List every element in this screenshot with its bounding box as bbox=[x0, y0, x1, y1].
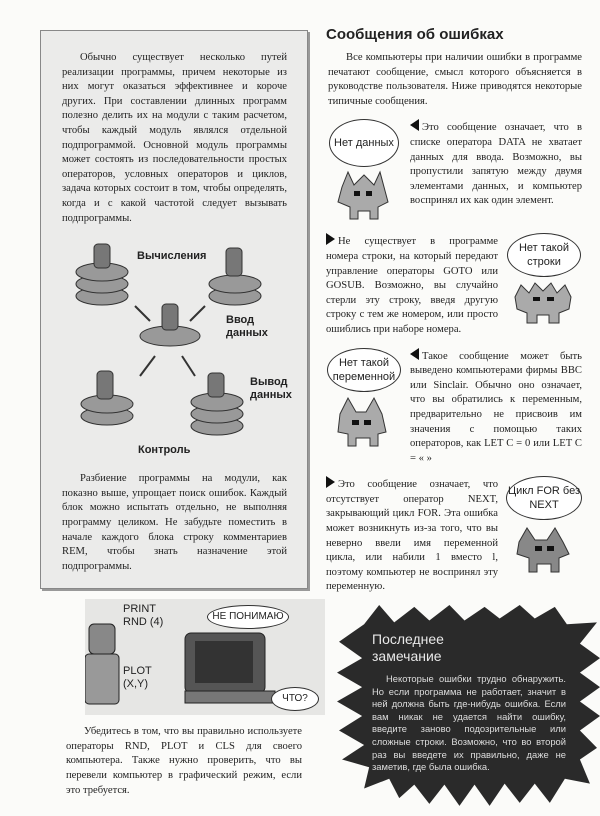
error-item-no-data bbox=[326, 119, 582, 223]
pointer-left-icon bbox=[410, 348, 419, 360]
error-text-for-without-next: Это сообщение означает, что отсутствует оператор NEXT, закрывающий цикл FOR. Эта ошибка может возникнуть из-за того, что вы неверно ввели имя переменной цикла, или набили 1 вместо l, поэтому компьютер не воспринял эту переменную. bbox=[326, 476, 498, 595]
cartoon-print-text: PRINT RND (4) bbox=[123, 603, 164, 629]
final-note bbox=[334, 605, 600, 808]
left-intro-text: Обычно существует несколько путей реализации программы, причем некоторые из них могут оказаться эффективнее и короче других. При составлении длинных программ полезно делить их на модули с таким расчетом, чтобы каждый модуль являлся отдельной подпрограммой. Основной модуль программы может состоять из последовательности простых операторов, условных операторов и циклов, задача которых состоит в том, чтобы определять, когда и с какой частотой следует вызывать подпрограммы. bbox=[62, 52, 287, 224]
pointer-left-icon bbox=[410, 119, 419, 131]
left-footer-text: Убедитесь в том, что вы правильно используете операторы RND, PLOT и CLS для своего компьютера. Также нужно проверить, что вы перевели компьютер в графический режим, если это требуется. bbox=[66, 726, 302, 796]
diagram-caption: Разбиение программы на модули, как показно выше, упрощает поиск ошибок. Каждый блок можно испытать отдельно, не выполняя программу целиком. Не забудьте поместить в начале каждого блока строку комментариев REM, чтобы знать назначение этой подпрограммы. bbox=[62, 473, 287, 572]
label-output: Вывод данных bbox=[250, 376, 292, 402]
right-intro-text: Все компьютеры при наличии ошибки в программе печатают сообщение, смысл которого объясняется в руководстве пользователя. Ниже приводятся некоторые типичные сообщения. bbox=[328, 52, 582, 107]
bubble-no-variable: Нет такой переменной bbox=[327, 348, 401, 392]
pointer-right-icon bbox=[326, 476, 335, 488]
error-text-no-line: Не существует в программе номера строки, на который передают управление операторы GOTO или GOSUB. Возможно, вы случайно стерли эту строку, введя другую строку с тем же номером, или просто ошиблись при наборе номера. bbox=[326, 233, 498, 337]
monster-icon bbox=[334, 167, 394, 223]
final-note-text: Некоторые ошибки трудно обнаружить. Но если программа не работает, значит в ней должна быть где-нибудь ошибка. Если вам никак не удается найти ошибку, введите заново подозрительные или сложные строки. Возможно, что во второй раз вы введете их правильно, даже не заметив, где была ошибка. bbox=[372, 673, 566, 773]
left-panel bbox=[40, 30, 308, 589]
label-input: Ввод данных bbox=[226, 314, 268, 340]
bubble-no-line: Нет такой строки bbox=[507, 233, 581, 277]
module-diagram bbox=[62, 236, 292, 464]
left-column bbox=[40, 30, 308, 798]
cartoon-illustration bbox=[85, 599, 325, 715]
final-note-title: Последнее замечание bbox=[372, 631, 444, 665]
bubble-what: ЧТО? bbox=[271, 687, 319, 711]
error-text-no-data: Это сообщение означает, что в списке оператора DATA не хватает данных для ввода. Возможно, вы пропустили запятую между двумя элементами данных, и компьютер воспринял их как один элемент. bbox=[410, 119, 582, 209]
monster-icon bbox=[334, 392, 394, 448]
page-title: Сообщения об ошибках bbox=[326, 26, 504, 43]
module-diagram-drawing bbox=[57, 236, 293, 464]
right-column bbox=[326, 26, 582, 808]
label-control: Контроль bbox=[138, 444, 191, 457]
cartoon-plot-text: PLOT (X,Y) bbox=[123, 665, 152, 691]
monster-icon bbox=[509, 277, 579, 327]
error-item-for-without-next bbox=[326, 476, 582, 595]
label-calc: Вычисления bbox=[137, 250, 207, 263]
bubble-no-data: Нет данных bbox=[329, 119, 399, 167]
bubble-dont-understand: НЕ ПОНИМАЮ bbox=[207, 605, 289, 629]
error-text-no-variable: Такое сообщение может быть выведено компьютерами фирмы BBC или Sinclair. Обычно оно означает, что вы обратились к переменным, предварительно не присвоив им значения с помощью таких операторов, как LET C = 0 или LET C = « » bbox=[410, 348, 582, 467]
monster-icon bbox=[511, 520, 577, 576]
pointer-right-icon bbox=[326, 233, 335, 245]
error-item-no-line bbox=[326, 233, 582, 337]
bubble-for-without-next: Цикл FOR без NEXT bbox=[506, 476, 582, 520]
error-item-no-variable bbox=[326, 348, 582, 467]
